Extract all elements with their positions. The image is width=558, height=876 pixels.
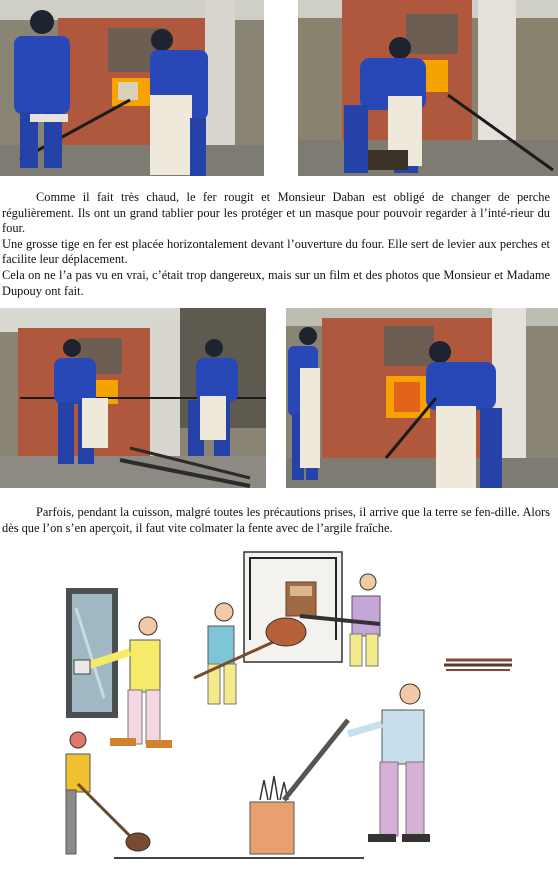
text-crack-clay: Parfois, pendant la cuisson, malgré toutes les précautions prises, il arrive que la terre se fen-dille. Alors dès que l’on s’en aperçoit, il faut vite colmater la fente avec de l’argile fraîche. [2,505,550,535]
worker-figure [288,327,320,480]
text-film-photos: Cela on ne l’a pas vu en vrai, c’était trop dangereux, mais sur un film et des photos que Monsieur et Madame Dupouy ont fait. [2,267,550,298]
photo-kiln-workers-1 [0,0,264,176]
photo-kiln-workers-3 [0,308,266,488]
photo-kiln-workers-4 [286,308,558,488]
paragraph-kiln-heat [2,190,550,299]
paragraph-crack-repair [2,505,550,536]
text-hot-iron: Comme il fait très chaud, le fer rougit et Monsieur Daban est obligé de changer de perche régulièrement. Ils ont un grand tablier pour les protéger et un masque pour pouvoir regarder à l’inté-rieur du four. [2,190,550,236]
child-drawing-kiln-scene [64,548,524,866]
photo-kiln-workers-2 [298,0,558,176]
worker-figure [150,29,208,176]
kiln-window-drawing [66,588,118,718]
text-iron-rod: Une grosse tige en fer est placée horizontalement devant l’ouverture du four. Elle sert de levier aux perches et facilite leur déplacement. [2,236,550,267]
